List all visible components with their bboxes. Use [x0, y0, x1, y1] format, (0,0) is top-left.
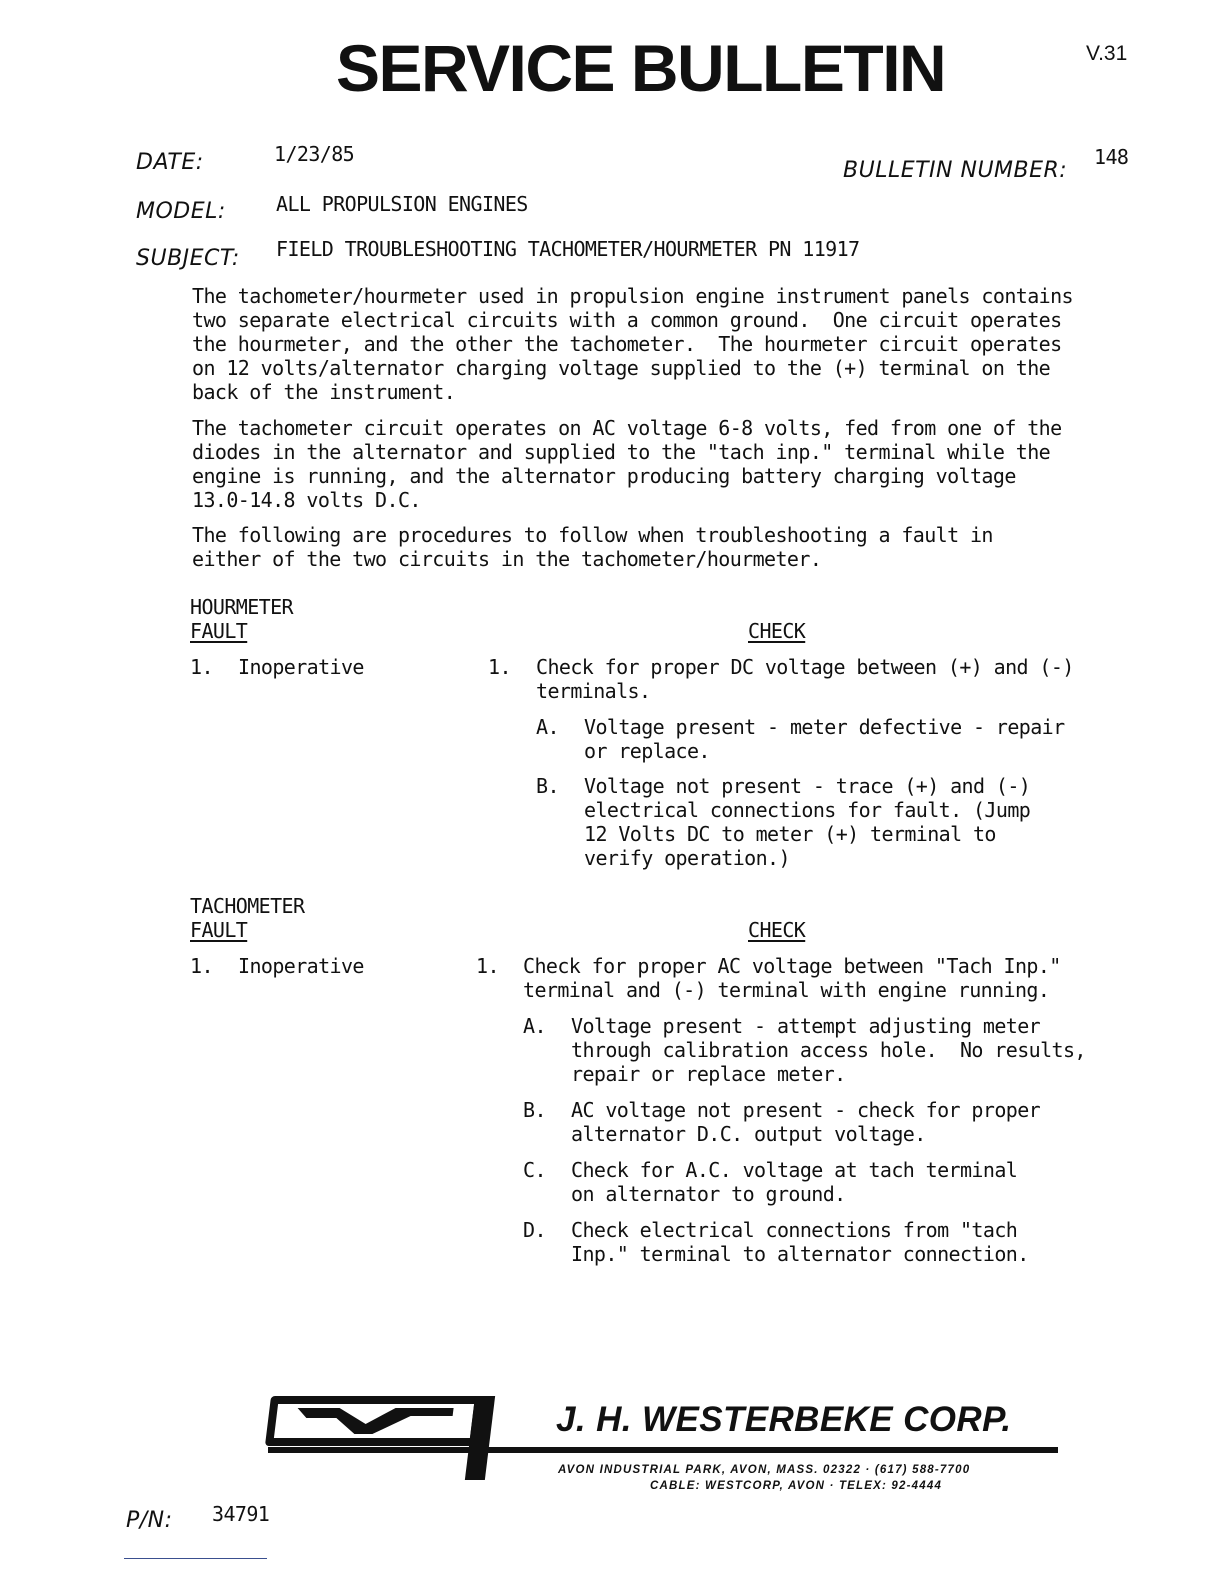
- hourmeter-step-text: Voltage not present - trace (+) and (-) electrical connections for fault. (Jump 12 Volts DC to meter (+) terminal to verify operation.): [584, 774, 1031, 870]
- tachometer-step-text: Check electrical connections from "tach Inp." terminal to alternator connection.: [571, 1218, 1029, 1266]
- tachometer-step-text: AC voltage not present - check for proper alternator D.C. output voltage.: [571, 1098, 1041, 1146]
- tachometer-step-text: Voltage present - attempt adjusting meter through calibration access hole. No results, repair or replace meter.: [571, 1014, 1086, 1086]
- tachometer-step-letter: C.: [523, 1158, 546, 1182]
- tachometer-step-letter: A.: [523, 1014, 546, 1038]
- tachometer-step-text: Check for A.C. voltage at tach terminal on alternator to ground.: [571, 1158, 1018, 1206]
- tachometer-fault-label: FAULT: [190, 918, 248, 942]
- intro-paragraph-3: The following are procedures to follow when troubleshooting a fault in either of the two circuits in the tachometer/hourmeter.: [192, 523, 993, 571]
- tachometer-heading: TACHOMETER: [190, 894, 305, 918]
- tachometer-step-letter: B.: [523, 1098, 546, 1122]
- tachometer-check-number: 1.: [476, 954, 499, 978]
- tachometer-check-text: Check for proper AC voltage between "Tach Inp." terminal and (-) terminal with engine running.: [523, 954, 1061, 1002]
- model-label: MODEL:: [136, 199, 226, 224]
- hourmeter-step-letter: A.: [536, 715, 559, 739]
- hourmeter-step-text: Voltage present - meter defective - repair or replace.: [584, 715, 1065, 763]
- w-logo-icon: [274, 1404, 474, 1438]
- hourmeter-step-letter: B.: [536, 774, 559, 798]
- bulletin-number-value: 148: [1094, 145, 1129, 169]
- tachometer-fault-number: 1.: [190, 954, 213, 978]
- bulletin-number-label: BULLETIN NUMBER:: [843, 158, 1068, 183]
- subject-label: SUBJECT:: [136, 246, 240, 271]
- company-contact: CABLE: WESTCORP, AVON · TELEX: 92-4444: [650, 1480, 943, 1492]
- tachometer-check-label: CHECK: [748, 918, 806, 942]
- hourmeter-check-text: Check for proper DC voltage between (+) and (-) terminals.: [536, 655, 1074, 703]
- page-title: SERVICE BULLETIN: [336, 31, 946, 105]
- company-name: J. H. WESTERBEKE CORP.: [556, 1400, 1012, 1439]
- footer-rule: [268, 1447, 1058, 1453]
- subject-value: FIELD TROUBLESHOOTING TACHOMETER/HOURMETER PN 11917: [276, 237, 860, 261]
- hourmeter-fault-label: FAULT: [190, 619, 248, 643]
- model-value: ALL PROPULSION ENGINES: [276, 192, 528, 216]
- hourmeter-fault-number: 1.: [190, 655, 213, 679]
- part-number-rule: [124, 1558, 267, 1559]
- tachometer-fault-text: Inoperative: [238, 954, 364, 978]
- intro-paragraph-2: The tachometer circuit operates on AC voltage 6-8 volts, fed from one of the diodes in the alternator and supplied to the "tach inp." terminal while the engine is running, and the alternator producing battery charging voltage 13.0-14.8 volts D.C.: [192, 416, 1062, 512]
- hourmeter-fault-text: Inoperative: [238, 655, 364, 679]
- company-address: AVON INDUSTRIAL PARK, AVON, MASS. 02322 · (617) 588-7700: [558, 1464, 971, 1476]
- date-value: 1/23/85: [274, 142, 355, 166]
- hourmeter-check-label: CHECK: [748, 619, 806, 643]
- hourmeter-check-number: 1.: [488, 655, 511, 679]
- hourmeter-heading: HOURMETER: [190, 595, 293, 619]
- part-number-value: 34791: [212, 1502, 270, 1526]
- tachometer-step-letter: D.: [523, 1218, 546, 1242]
- date-label: DATE:: [136, 150, 204, 175]
- version-label: V.31: [1086, 42, 1128, 65]
- company-logo: [265, 1396, 483, 1446]
- part-number-label: P/N:: [126, 1508, 173, 1533]
- intro-paragraph-1: The tachometer/hourmeter used in propulsion engine instrument panels contains two separate electrical circuits with a common ground. One circuit operates the hourmeter, and the other the tachometer. The hourmeter circuit operates on 12 volts/alternator charging voltage supplied to the (+) terminal on the back of the instrument.: [192, 284, 1073, 404]
